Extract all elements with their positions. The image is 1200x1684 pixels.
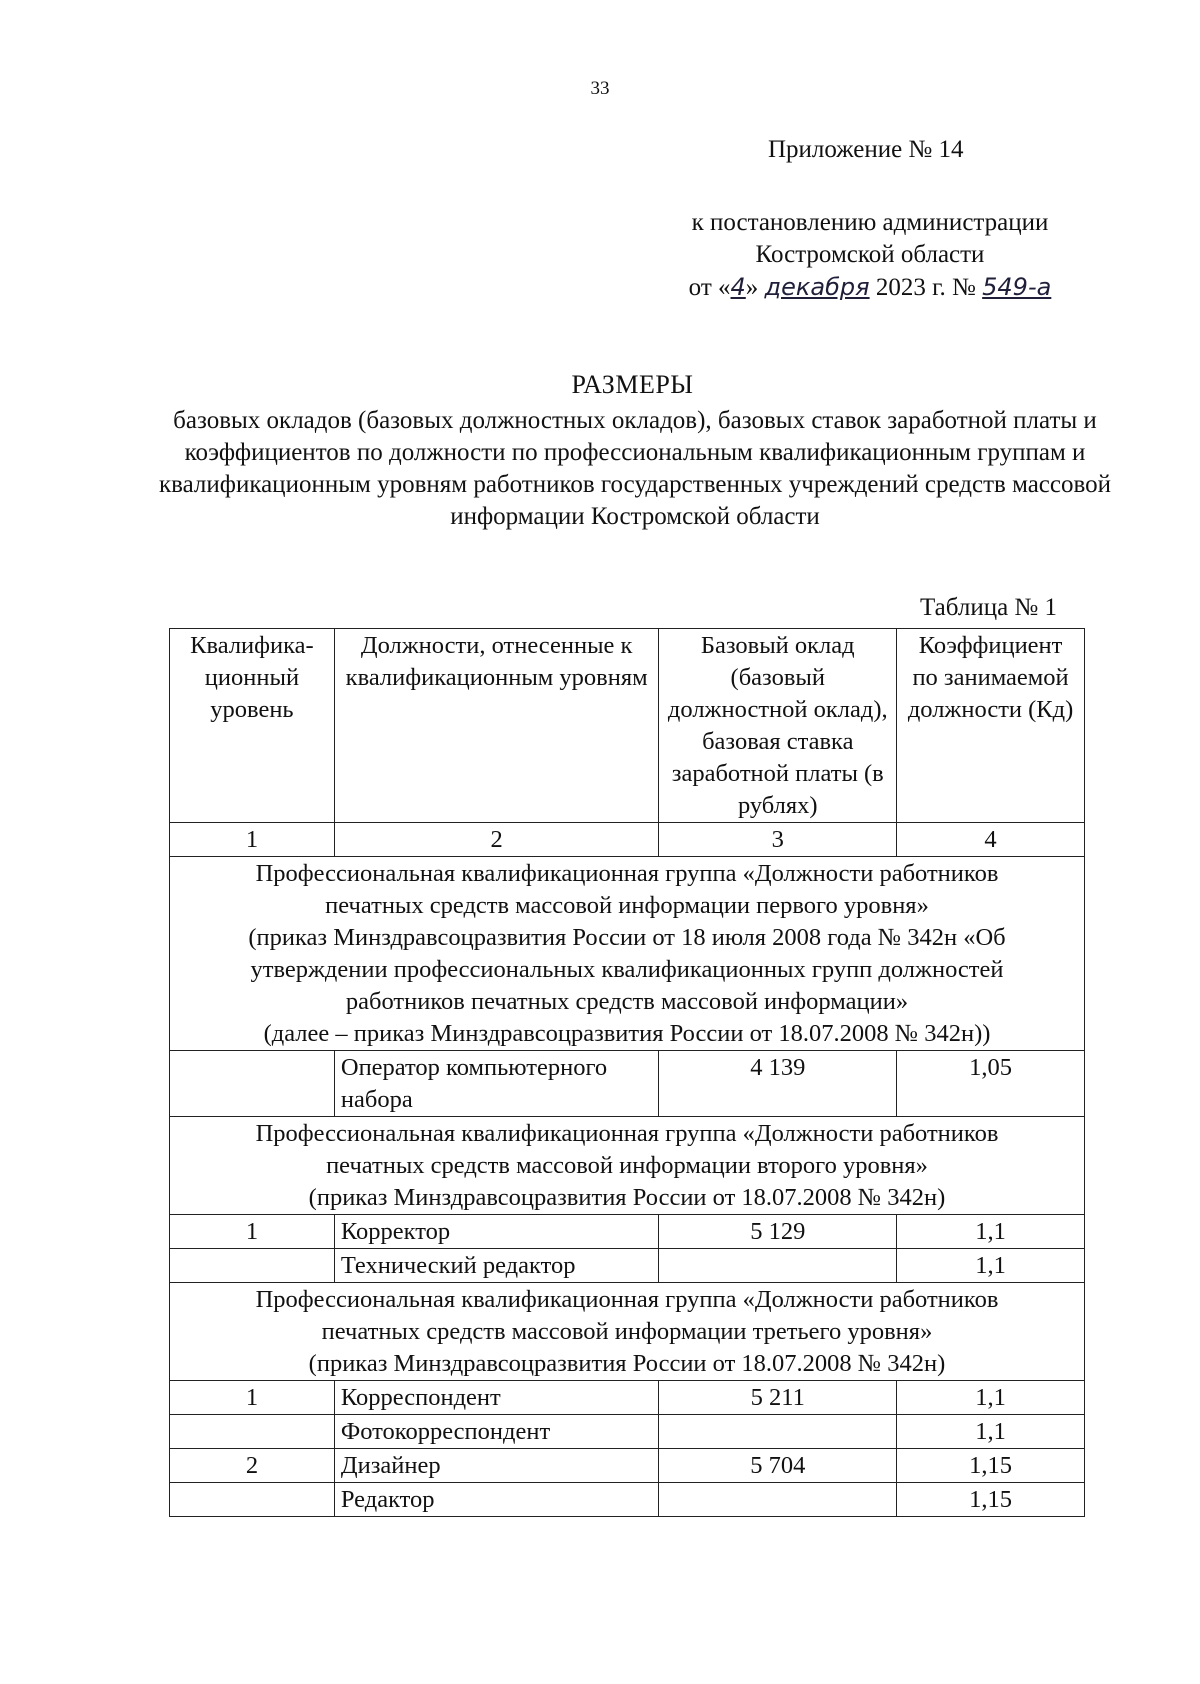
group-heading-line: Профессиональная квалификационная группа «Должности работников [255, 1286, 999, 1313]
group-heading-line: печатных средств массовой информации второго уровня» [326, 1152, 928, 1179]
group-heading-line: (далее – приказ Минздравсоцразвития России от 18.07.2008 № 342н)) [263, 1020, 991, 1047]
group-heading-line: Профессиональная квалификационная группа «Должности работников [255, 860, 999, 887]
group-heading-line: печатных средств массовой информации первого уровня» [325, 892, 929, 919]
column-number: 2 [334, 823, 659, 857]
table-row [170, 1483, 1085, 1517]
salary-cell: 4 139 [659, 1051, 897, 1117]
table-row [170, 1215, 1085, 1249]
group-heading-line: Профессиональная квалификационная группа «Должности работников [255, 1120, 999, 1147]
group-heading-line: (приказ Минздравсоцразвития России от 18 июля 2008 года № 342н «Об [248, 924, 1006, 951]
coefficient-cell: 1,1 [897, 1415, 1085, 1449]
coefficient-cell: 1,1 [897, 1249, 1085, 1283]
salary-cell-continued [659, 1415, 897, 1449]
salary-cell: 5 129 [659, 1215, 897, 1249]
level-cell-continued [170, 1415, 335, 1449]
coefficient-cell: 1,15 [897, 1483, 1085, 1517]
coefficient-cell: 1,1 [897, 1381, 1085, 1415]
date-mid: » [745, 274, 759, 301]
group-2-heading [170, 1117, 1085, 1215]
column-number: 1 [170, 823, 335, 857]
group-heading-row [170, 1283, 1085, 1381]
table-row [170, 1051, 1085, 1117]
group-3-heading [170, 1283, 1085, 1381]
table-row [170, 1381, 1085, 1415]
position-cell: Корреспондент [334, 1381, 659, 1415]
salary-cell-continued [659, 1483, 897, 1517]
level-cell: 1 [170, 1381, 335, 1415]
header-positions: Должности, отнесенные к квалификационным уровням [334, 629, 659, 823]
position-cell: Фотокорреспондент [334, 1415, 659, 1449]
position-cell: Технический редактор [334, 1249, 659, 1283]
decree-date-line [655, 271, 1085, 304]
column-number-row [170, 823, 1085, 857]
position-cell: Оператор компьютерного набора [334, 1051, 659, 1117]
position-cell: Редактор [334, 1483, 659, 1517]
group-heading-row [170, 857, 1085, 1051]
decree-line-1: к постановлению администрации [691, 209, 1049, 236]
group-heading-row [170, 1117, 1085, 1215]
salary-cell-continued [659, 1249, 897, 1283]
column-number: 3 [659, 823, 897, 857]
header-coefficient: Коэффициент по занимаемой должности (Кд) [897, 629, 1085, 823]
group-heading-line: печатных средств массовой информации третьего уровня» [321, 1318, 933, 1345]
header-salary: Базовый оклад (базовый должностной оклад), базовая ставка заработной платы (в рублях) [659, 629, 897, 823]
decree-year: 2023 г. № [875, 274, 976, 301]
header-level: Квалифика-ционный уровень [170, 629, 335, 823]
group-heading-line: работников печатных средств массовой информации» [345, 988, 909, 1015]
salary-cell: 5 704 [659, 1449, 897, 1483]
coefficient-cell: 1,05 [897, 1051, 1085, 1117]
table-row [170, 1415, 1085, 1449]
level-cell-continued [170, 1249, 335, 1283]
document-subtitle: базовых окладов (базовых должностных окладов), базовых ставок заработной платы и коэффициентов по должности по профессиональным квалификационным группам и квалификационным уровням работников государственных учреждений средств массовой информации Костромской области [158, 407, 1112, 530]
handwritten-number: 549-а [982, 273, 1052, 301]
level-cell: 2 [170, 1449, 335, 1483]
handwritten-day: 4 [730, 273, 746, 301]
table-row [170, 1449, 1085, 1483]
date-prefix: от « [688, 274, 731, 301]
position-cell: Дизайнер [334, 1449, 659, 1483]
appendix-label: Приложение № 14 [768, 136, 964, 163]
coefficient-cell: 1,15 [897, 1449, 1085, 1483]
table-header-row [170, 629, 1085, 823]
level-cell [170, 1051, 335, 1117]
column-number: 4 [897, 823, 1085, 857]
decree-reference [655, 207, 1085, 304]
position-cell: Корректор [334, 1215, 659, 1249]
group-heading-line: (приказ Минздравсоцразвития России от 18.07.2008 № 342н) [308, 1350, 946, 1377]
group-heading-line: (приказ Минздравсоцразвития России от 18.07.2008 № 342н) [308, 1184, 946, 1211]
handwritten-month: декабря [764, 273, 870, 301]
page-number: 33 [590, 78, 610, 99]
level-cell-continued [170, 1483, 335, 1517]
table-label: Таблица № 1 [920, 594, 1058, 621]
document-title: РАЗМЕРЫ [571, 370, 694, 399]
salary-table [169, 628, 1085, 1517]
group-heading-line: утверждении профессиональных квалификационных групп должностей [250, 956, 1004, 983]
level-cell: 1 [170, 1215, 335, 1249]
table-row [170, 1249, 1085, 1283]
coefficient-cell: 1,1 [897, 1215, 1085, 1249]
salary-cell: 5 211 [659, 1381, 897, 1415]
group-1-heading [170, 857, 1085, 1051]
decree-line-2: Костромской области [755, 241, 985, 268]
